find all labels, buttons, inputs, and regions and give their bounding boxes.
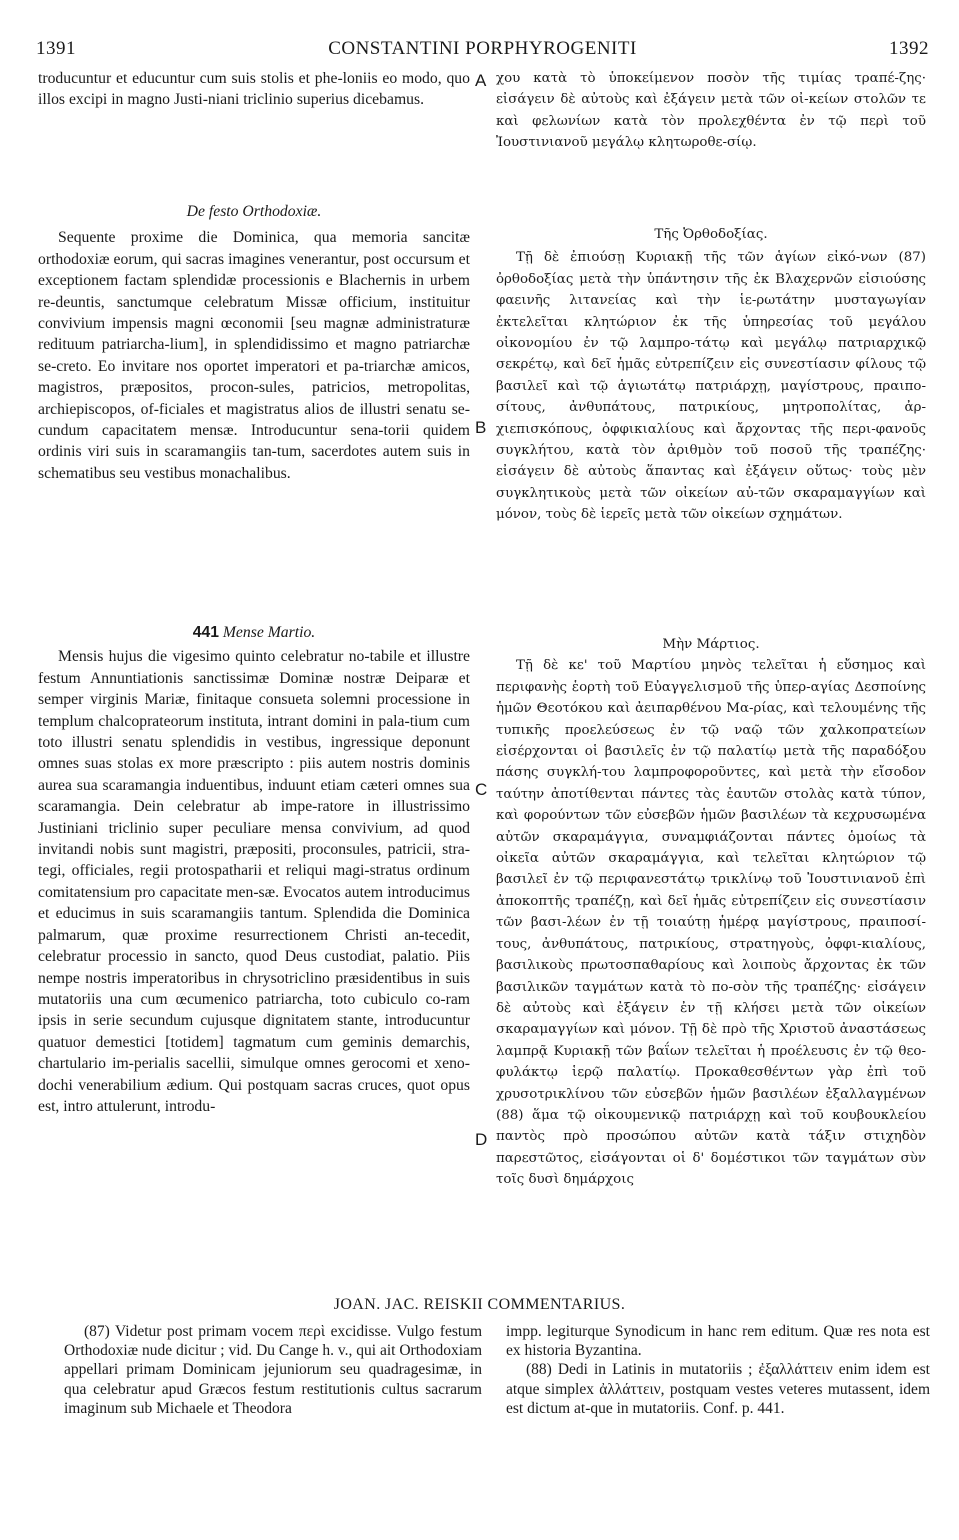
latin-march-heading [38, 622, 470, 643]
running-title: CONSTANTINI PORPHYROGENITI [328, 38, 637, 59]
latin-orthodoxy-text: Sequente proxime die Dominica, qua memoria sancitæ orthodoxiæ eorum, qui sacras imagines venerantur, post occursum et exceptionem factam splendidæ processionis e Blachernis in urbem re-deuntis, sanctumque celebratum Missæ officium, instituitur convivium impensis magni œconomii [seu magnæ administraturæ redituum patriarcha-lium], in splendidissimo et magno patriarchæ se-creto. Eo invitare nos oportet imperatori et pa-triarchæ amicos, magistros, præpositos, procon-sules, patricios, metropolitas, archiepiscopos, of-ficiales et magistratus alios de illustri senatu se-cundum capacitatem mensæ. Introducuntur sena-torii quidem ordinis viri suis in scaramangiis tan-tum, sacerdotes autem suis in schematibus seu vestibus monachalibus. [38, 229, 470, 482]
footnote-88: (88) Dedi in Latinis in mutatoriis ; ἐξαλλάττειν enim idem est atque simplex ἀλλάττειν, postquam vestes veteres mutassent, idem est dictum at-que in mutatoriis. Conf. p. 441. [506, 1361, 930, 1417]
latin-march-text: Mensis hujus die vigesimo quinto celebratur no-tabile et illustre festum Annuntiationis sanctissimæ Dominæ nostræ Deiparæ et semper virginis Mariæ, finitaque consueta solemni processione in templum chalcoprateorum instituta, intrant domini in pala-tium cum toto illustri senatu splendidis in vestibus, ingressique deponunt omnes suas stolas ex more præscripto : piis autem nostris dominis aurea sua scaramangia induentibus, induunt etiam cæteri omnes sua scaramangia. Dein celebratur ab impe-ratore in illustrissimo Justiniani triclinio super peculiare mensa convivium, ad quod invitandi nobis sunt magistri, præpositi, proconsules, patricii, stra-tegi, officiales, regii protospatharii et reliqui magi-stratus ordinum comitatensium pro capacitate men-sæ. Evocatos autem introducimus et educimus in suis scaramangiis tantum. Splendida die Dominica palmarum, quæ proxime resurrectionem Christi an-tecedit, celebratur processio in sancto, quod Deus custodiat, palatio. Piis nempe nostris imperatoribus in chrysotriclino præsidentibus in suis mutatoriis una cum œcumenico patriarcha, toto cubiculo co-ram ipsis in serie secundum cujusque dignitatem stante, introducuntur quatuor demestici [totidem] tagmatum cum geminis demarchis, chartulario im-perialis sacellii, simulque omnes gerocomi et xeno-dochi venerabilium ædium. Qui postquam sacras cruces, quot opus est, intro attulerunt, introdu- [38, 648, 470, 1115]
latin-intro: troducuntur et educuntur cum suis stolis et phe-loniis eo modo, quo illos excipi in magno Justi-niani triclinio superius dicebamus. [38, 70, 470, 109]
latin-march-title: Mense Martio. [222, 624, 316, 641]
page-number-right: 1392 [889, 38, 929, 59]
section-number: 441 [192, 624, 219, 641]
footnote-continuation: impp. legiturque Synodicum in hanc rem editum. Quæ res nota est ex historia Byzantina. (88) Dedi in Latinis in mutatoriis ; ἐξαλλάττειν enim idem est atque simplex ἀλλάττειν, postquam vestes veteres mutassent, idem est dictum at-que in mutatoriis. Conf. p. 441. [506, 1323, 930, 1417]
page-header [36, 38, 929, 64]
commentary-title: JOAN. JAC. REISKII COMMENTARIUS. [333, 1296, 626, 1313]
footnote-87: (87) Videtur post primam vocem περὶ excidisse. Vulgo festum Orthodoxiæ nude dicitur ; vid. Du Cange h. v., qui ait Orthodoxiam appellari primam Dominicam jejuniorum seu quadragesimæ, in qua celebratur apud Græcos festum restitutionis cultus sacrarum imaginum sub Michaele et Theodora [64, 1323, 482, 1417]
latin-orthodoxy-title: De festo Orthodoxiæ. [186, 203, 322, 220]
latin-march-section [38, 622, 470, 1117]
margin-letter-c: C [475, 780, 488, 799]
margin-letter-d: D [475, 1130, 488, 1149]
page-number-left: 1391 [36, 38, 76, 59]
greek-orthodoxy-section [496, 224, 926, 526]
greek-intro: χου κατὰ τὸ ὑποκείμενον ποσὸν τῆς τιμίας τραπέ-ζης· εἰσάγειν δὲ αὐτοὺς καὶ ἐξάγειν μετὰ τῶν οἰ-κείων στολῶν τε καὶ φελωνίων κατὰ τὸν προλεχθέντα ἐν τῷ περὶ τοῦ Ἰουστινιανοῦ μεγάλῳ κλητωροθε-σίῳ. [496, 71, 926, 151]
greek-march-text: Τῇ δὲ κε' τοῦ Μαρτίου μηνὸς τελεῖται ἡ εὔσημος καὶ περιφανὴς ἑορτὴ τοῦ Εὐαγγελισμοῦ τῆς ὑπερ-αγίας Δεσποίνης ἡμῶν Θεοτόκου καὶ ἀειπαρθένου Μα-ρίας, καὶ τελουμένης τῆς τυπικῆς προελεύσεως ἐν τῷ ναῷ τῶν χαλκοπρατείων εἰσέρχονται οἱ βασιλεῖς ἐν τῷ παλατίῳ μετὰ τῆς παραδόξου πάσης συγκλή-του λαμπροφοροῦντες, καὶ μετὰ τὴν εἴσοδον ταύτην ἀποτίθενται πάντες τὰς ἑαυτῶν στολὰς κατὰ τύπον, καὶ φορούντων τῶν εὐσεβῶν ἡμῶν βασιλέων τὰ κεχρυσωμένα αὐτῶν σκαραμάγγια, συναμφιάζονται πάντες ὁμοίως τὰ οἰκεῖα αὐτῶν σκαραμάγγια, καὶ τελεῖται κλητώριον τῷ βασιλεῖ ἐν τῷ περιφανεστάτῳ τρικλίνῳ τοῦ Ἰουστινιανοῦ ἐπὶ ἀποκοπτῆς τραπέζῃ, καὶ δεῖ ἡμᾶς εὐτρεπίζειν εἰς συνεστίασιν τῶν βασι-λέων ἐν τῇ τοιαύτῃ ἡμέρᾳ μαγίστρους, πραιποσί-τους, ἀνθυπάτους, πατρικίους, στρατηγοὺς, ὀφφι-κιαλίους, βασιλικοὺς πρωτοσπαθαρίους καὶ λοιποὺς ἄρχοντας ἐκ τῶν βασιλικῶν ταγμάτων κατὰ τὸ πο-σὸν τῆς τραπέζης· εἰσάγειν δὲ αὐτοὺς καὶ ἐξάγειν ἐν τῇ κλήσει μετὰ τῶν οἰκείων σκαραμαγγίων καὶ μόνον. Τῇ δὲ πρὸ τῆς Χριστοῦ ἀναστάσεως λαμπρᾷ Κυριακῇ τῶν βαΐων τελεῖται ἡ προέλευσις ἐν τῷ θεο-φυλάκτῳ ἱερῷ παλατίῳ. Προκαθεσθέντων γὰρ ἐπὶ τοῦ χρυσοτρικλίνου τῶν εὐσεβῶν ἡμῶν βασιλέων ἐξαλλαγμένων (88) ἅμα τῷ οἰκουμενικῷ πατριάρχῃ καὶ τοῦ κουβουκλείου παντὸς πρὸ προσώπου αὐτῶν κατὰ τάξιν στιχηδὸν παρεστῶτος, εἰσάγονται οἱ δ' δομέστικοι τῶν ταγμάτων σὺν τοῖς δυσὶ δημάρχοις [496, 658, 926, 1188]
greek-march-section [496, 634, 926, 1191]
greek-orthodoxy-text: Τῇ δὲ ἐπιούσῃ Κυριακῇ τῆς τῶν ἁγίων εἰκό-νων (87) ὀρθοδοξίας μετὰ τὴν ὑπάντησιν τῆς ἐκ Βλαχερνῶν εἰσιούσης φαεινῆς λιτανείας καὶ τὴν ἱε-ρωτάτην μυσταγωγίαν ἐκτελεῖται κλητώριον ἐκ τῆς ὑπηρεσίας τοῦ μεγάλου οἰκονομίου ἐν τῷ λαμπρο-τάτῳ καὶ μεγάλῳ πατριαρχικῷ σεκρέτῳ, καὶ δεῖ ἡμᾶς εὐτρεπίζειν εἰς συνεστίασιν φίλους τῷ βασιλεῖ καὶ τῷ ἁγιωτάτῳ πατριάρχῃ, μαγίστρους, πραιπο-σίτους, ἀνθυπάτους, πατρικίους, μητροπολίτας, ἀρ-χιεπισκόπους, ὀφφικιαλίους καὶ ἄρχοντας τῆς περι-φανοῦς συγκλήτου, κατὰ τὸν ἀριθμὸν τοῦ ποσοῦ τῆς τραπέζης· εἰσάγειν δὲ αὐτοὺς ἅπαντας καὶ ἐξάγειν οὕτως· τοὺς μὲν συγκλητικοὺς μετὰ τῶν οἰκείων αὐ-τῶν σκαραμαγγίων καὶ μόνον, τοὺς δὲ ἱερεῖς μετὰ τῶν οἰκείων σχημάτων. [496, 250, 926, 523]
latin-orthodoxy-section [38, 201, 470, 484]
greek-orthodoxy-title: Τῆς Ὀρθοδοξίας. [654, 227, 768, 242]
greek-march-title: Μὴν Μάρτιος. [662, 637, 760, 652]
margin-letter-b: B [475, 418, 487, 437]
margin-letter-a: A [475, 71, 487, 90]
